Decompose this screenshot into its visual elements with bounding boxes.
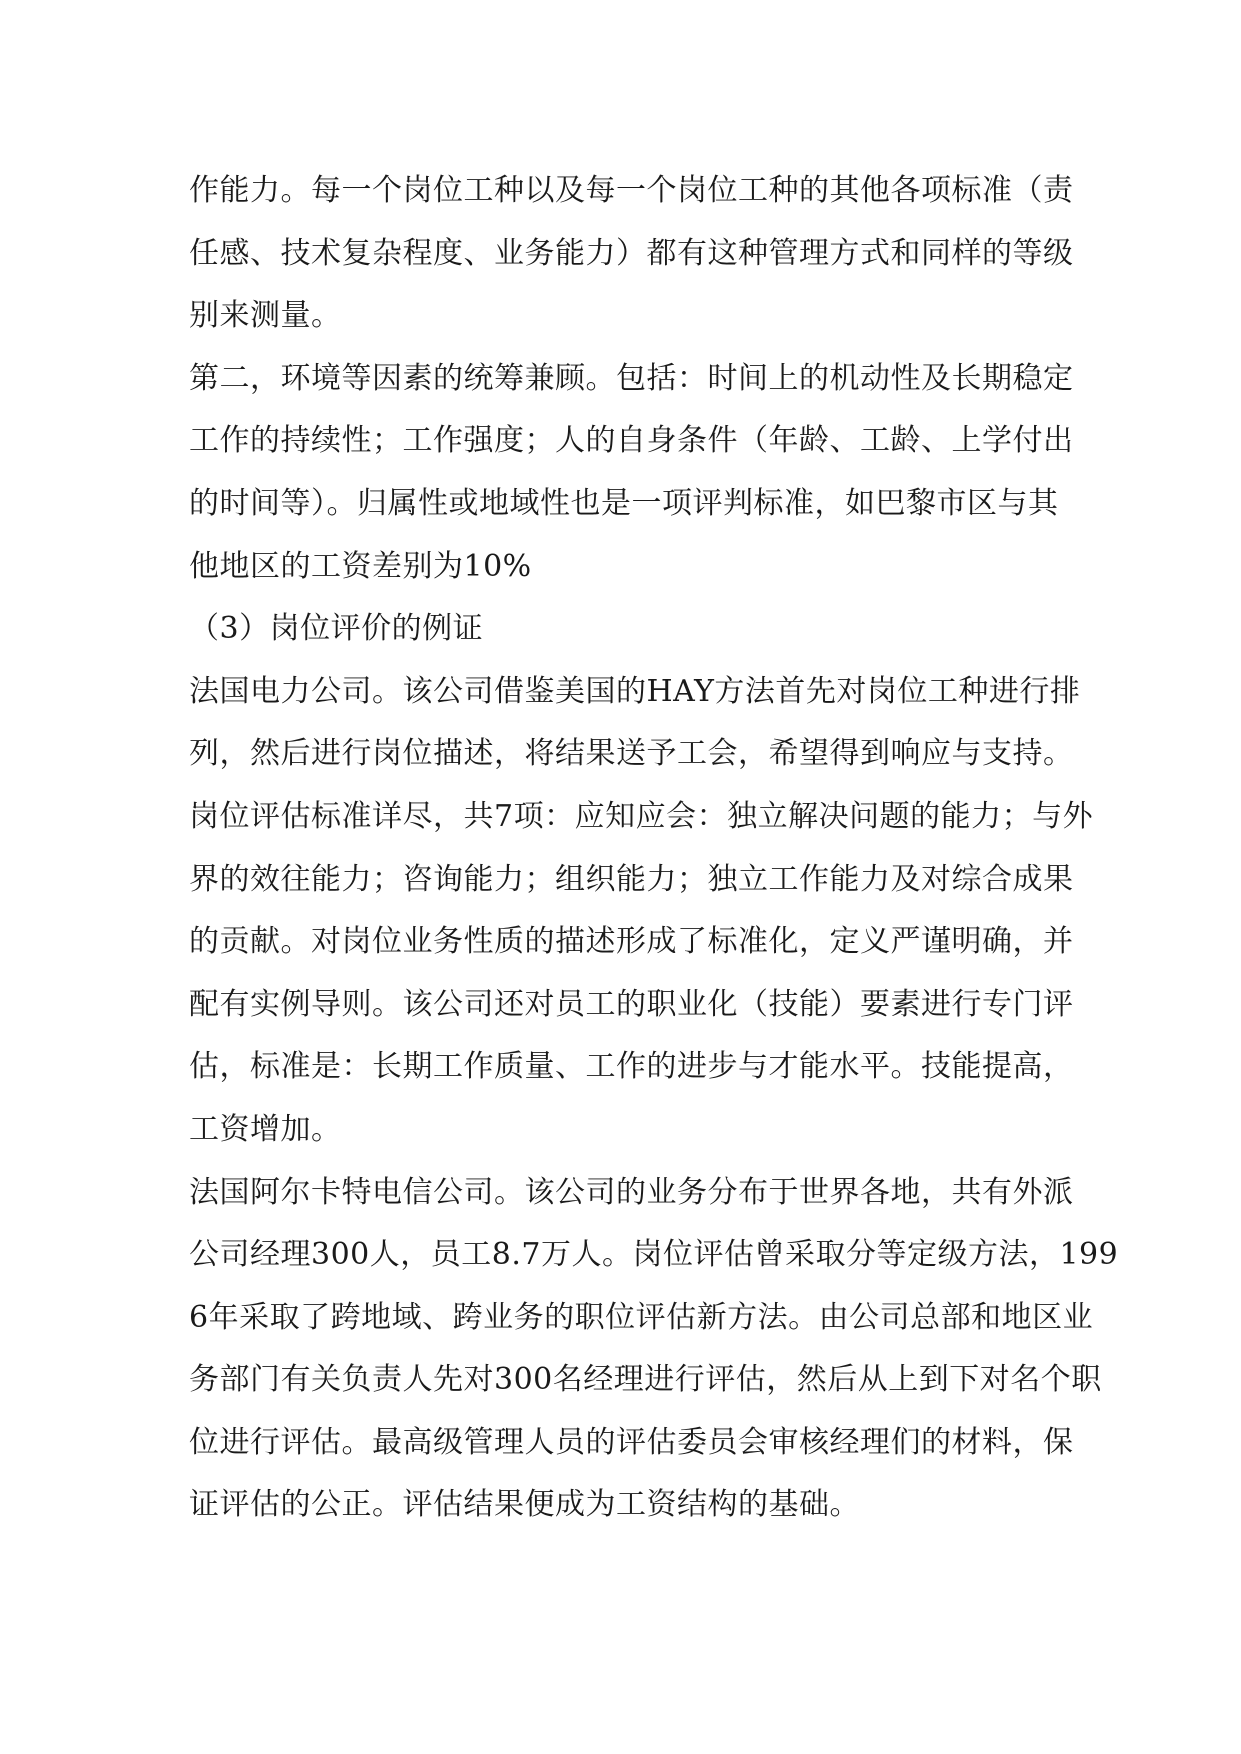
text-line: 的时间等）。归属性或地域性也是一项评判标准，如巴黎市区与其 <box>189 485 1059 521</box>
text-line: 工资增加。 <box>189 1111 342 1147</box>
text-line: 的贡献。对岗位业务性质的描述形成了标准化，定义严谨明确，并 <box>189 924 1074 960</box>
text-line: 6年采取了跨地域、跨业务的职位评估新方法。由公司总部和地区业 <box>189 1299 1094 1335</box>
text-line: 证评估的公正。评估结果便成为工资结构的基础。 <box>189 1487 860 1523</box>
document-body <box>189 160 1119 1537</box>
text-line: 配有实例导则。该公司还对员工的职业化（技能）要素进行专门评 <box>189 986 1074 1022</box>
text-line: 公司经理300人，员工8.7万人。岗位评估曾采取分等定级方法，199 <box>189 1237 1119 1273</box>
text-line: 估，标准是：长期工作质量、工作的进步与才能水平。技能提高， <box>189 1049 1074 1085</box>
text-line: 他地区的工资差别为10% <box>189 548 532 584</box>
text-line: 岗位评估标准详尽，共7项：应知应会：独立解决问题的能力；与外 <box>189 798 1094 834</box>
text-line: 作能力。每一个岗位工种以及每一个岗位工种的其他各项标准（责 <box>189 173 1074 208</box>
text-line: 工作的持续性；工作强度；人的自身条件（年龄、工龄、上学付出 <box>189 423 1074 459</box>
text-line: 法国电力公司。该公司借鉴美国的HAY方法首先对岗位工种进行排 <box>189 673 1081 709</box>
text-line: 法国阿尔卡特电信公司。该公司的业务分布于世界各地，共有外派 <box>189 1174 1074 1210</box>
section-heading: （3）岗位评价的例证 <box>189 611 484 647</box>
text-line: 任感、技术复杂程度、业务能力）都有这种管理方式和同样的等级 <box>189 235 1074 271</box>
text-line: 别来测量。 <box>189 298 342 334</box>
text-line: 列，然后进行岗位描述，将结果送予工会，希望得到响应与支持。 <box>189 736 1074 772</box>
text-line: 界的效往能力；咨询能力；组织能力；独立工作能力及对综合成果 <box>189 861 1074 897</box>
text-line: 务部门有关负责人先对300名经理进行评估，然后从上到下对名个职 <box>189 1362 1102 1398</box>
text-line: 第二，环境等因素的统筹兼顾。包括：时间上的机动性及长期稳定 <box>189 360 1074 396</box>
text-line: 位进行评估。最高级管理人员的评估委员会审核经理们的材料，保 <box>189 1424 1074 1460</box>
